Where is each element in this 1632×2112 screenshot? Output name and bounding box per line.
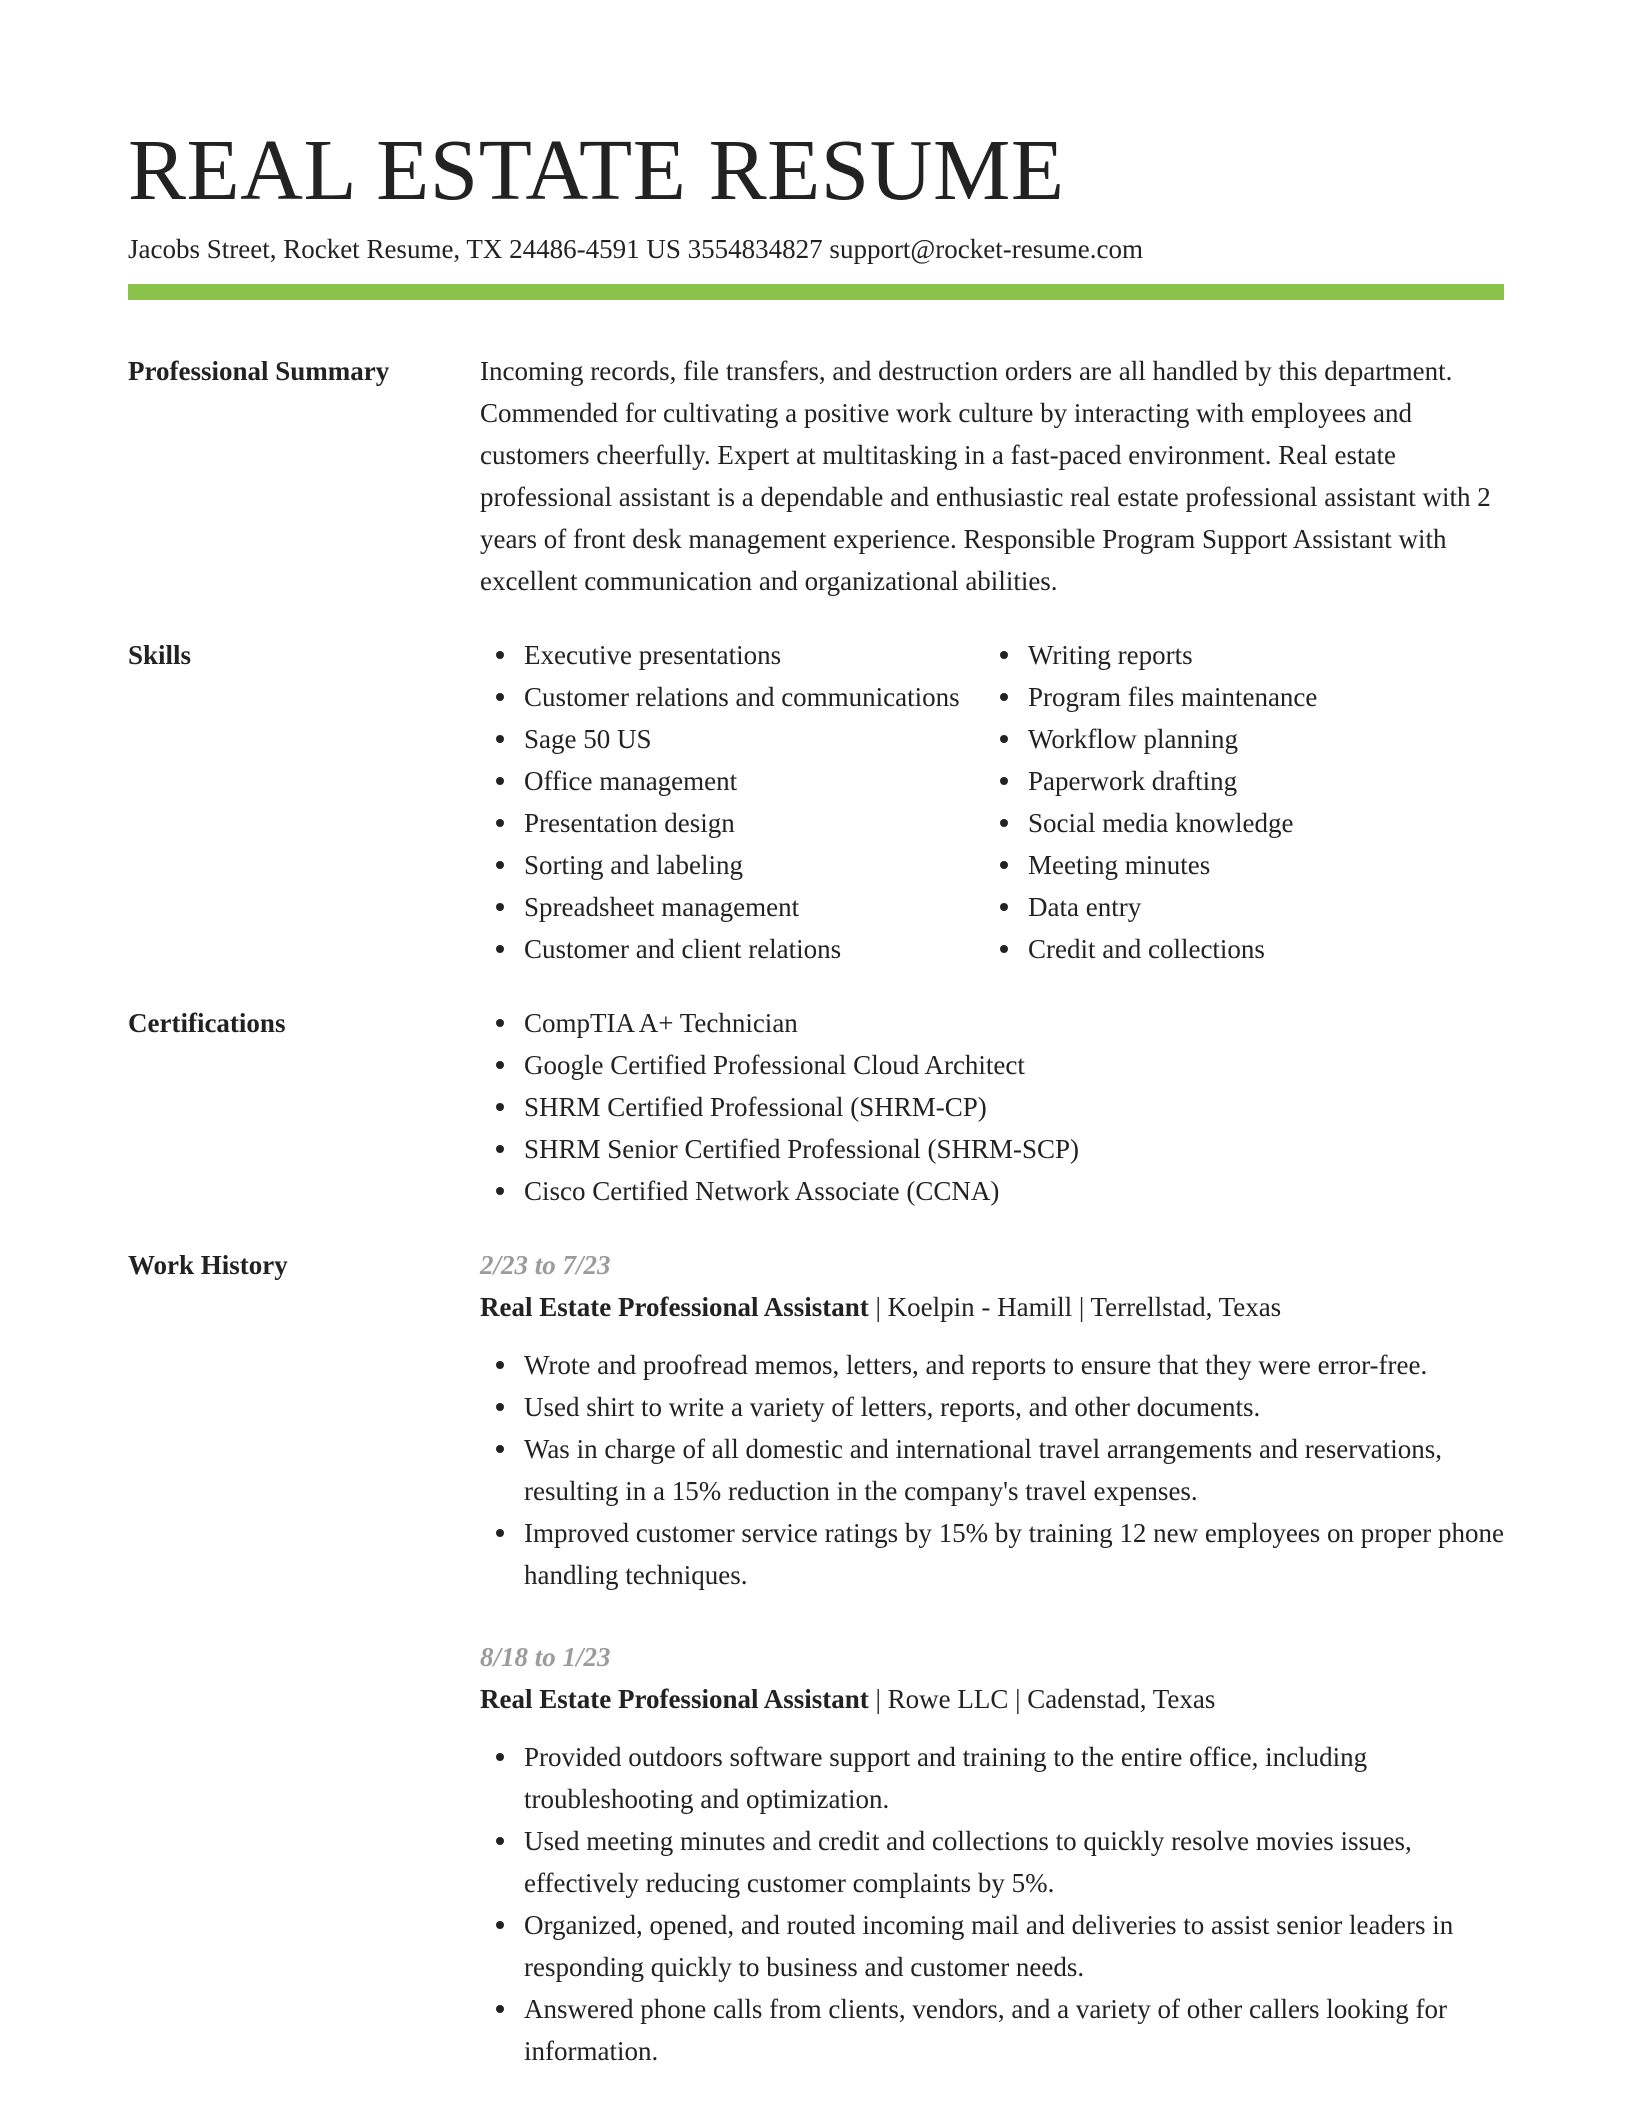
contact-line: Jacobs Street, Rocket Resume, TX 24486-4591 US 3554834827 support@rocket-resume.com bbox=[128, 234, 1143, 264]
list-item: Program files maintenance bbox=[1028, 676, 1504, 718]
list-item: Customer and client relations bbox=[524, 928, 984, 970]
job-details: | Rowe LLC | Cadenstad, Texas bbox=[868, 1684, 1216, 1714]
list-item: Office management bbox=[524, 760, 984, 802]
list-item: Writing reports bbox=[1028, 634, 1504, 676]
list-item: Sage 50 US bbox=[524, 718, 984, 760]
job-title: Real Estate Professional Assistant bbox=[480, 1292, 869, 1322]
job-details: | Koelpin - Hamill | Terrellstad, Texas bbox=[868, 1292, 1282, 1322]
list-item: Paperwork drafting bbox=[1028, 760, 1504, 802]
summary-section bbox=[128, 350, 1504, 602]
skills-section bbox=[128, 634, 1504, 970]
list-item: Used meeting minutes and credit and collections to quickly resolve movies issues, effectively reducing customer complaints by 5%. bbox=[524, 1820, 1504, 1904]
summary-text: Incoming records, file transfers, and destruction orders are all handled by this department. Commended for cultivating a positive work culture by interacting with employees and customers cheerfully. Expert at multitasking in a fast-paced environment. Real estate professional assistant is a dependable and enthusiastic real estate professional assistant with 2 years of front desk management experience. Responsible Program Support Assistant with excellent communication and organizational abilities. bbox=[480, 356, 1491, 596]
list-item: Used shirt to write a variety of letters, reports, and other documents. bbox=[524, 1386, 1504, 1428]
skills-list-right bbox=[984, 634, 1504, 970]
skills-list-left bbox=[480, 634, 984, 970]
section-label: Professional Summary bbox=[128, 356, 390, 386]
list-item: Spreadsheet management bbox=[524, 886, 984, 928]
accent-divider bbox=[128, 284, 1504, 300]
job-entry bbox=[480, 1636, 1504, 2072]
list-item: Customer relations and communications bbox=[524, 676, 984, 718]
section-label: Work History bbox=[128, 1250, 288, 1280]
list-item: SHRM Senior Certified Professional (SHRM-SCP) bbox=[524, 1128, 1504, 1170]
list-item: Meeting minutes bbox=[1028, 844, 1504, 886]
job-title: Real Estate Professional Assistant bbox=[480, 1684, 869, 1714]
list-item: Improved customer service ratings by 15% by training 12 new employees on proper phone handling techniques. bbox=[524, 1512, 1504, 1596]
job-dates: 2/23 to 7/23 bbox=[480, 1250, 611, 1280]
resume-title: REAL ESTATE RESUME bbox=[128, 121, 1065, 218]
list-item: Sorting and labeling bbox=[524, 844, 984, 886]
job-entry bbox=[480, 1244, 1504, 1596]
resume-page bbox=[128, 122, 1504, 2072]
list-item: Presentation design bbox=[524, 802, 984, 844]
job-heading bbox=[480, 1678, 1504, 1720]
list-item: Credit and collections bbox=[1028, 928, 1504, 970]
job-bullets bbox=[480, 1736, 1504, 2072]
work-history-body bbox=[480, 1244, 1504, 2072]
list-item: Workflow planning bbox=[1028, 718, 1504, 760]
list-item: Executive presentations bbox=[524, 634, 984, 676]
list-item: Social media knowledge bbox=[1028, 802, 1504, 844]
list-item: Data entry bbox=[1028, 886, 1504, 928]
list-item: Answered phone calls from clients, vendors, and a variety of other callers looking for information. bbox=[524, 1988, 1504, 2072]
skills-columns bbox=[480, 634, 1504, 970]
certifications-section bbox=[128, 1002, 1504, 1212]
list-item: Google Certified Professional Cloud Architect bbox=[524, 1044, 1504, 1086]
job-dates: 8/18 to 1/23 bbox=[480, 1642, 611, 1672]
certifications-body bbox=[480, 1002, 1504, 1212]
list-item: Was in charge of all domestic and international travel arrangements and reservations, resulting in a 15% reduction in the company's travel expenses. bbox=[524, 1428, 1504, 1512]
list-item: CompTIA A+ Technician bbox=[524, 1002, 1504, 1044]
section-label: Skills bbox=[128, 640, 192, 670]
list-item: Organized, opened, and routed incoming mail and deliveries to assist senior leaders in responding quickly to business and customer needs. bbox=[524, 1904, 1504, 1988]
job-heading bbox=[480, 1286, 1504, 1328]
list-item: Cisco Certified Network Associate (CCNA) bbox=[524, 1170, 1504, 1212]
job-bullets bbox=[480, 1344, 1504, 1596]
list-item: SHRM Certified Professional (SHRM-CP) bbox=[524, 1086, 1504, 1128]
work-history-section bbox=[128, 1244, 1504, 2072]
list-item: Provided outdoors software support and training to the entire office, including troubleshooting and optimization. bbox=[524, 1736, 1504, 1820]
certifications-list bbox=[480, 1002, 1504, 1212]
section-label: Certifications bbox=[128, 1008, 286, 1038]
list-item: Wrote and proofread memos, letters, and reports to ensure that they were error-free. bbox=[524, 1344, 1504, 1386]
